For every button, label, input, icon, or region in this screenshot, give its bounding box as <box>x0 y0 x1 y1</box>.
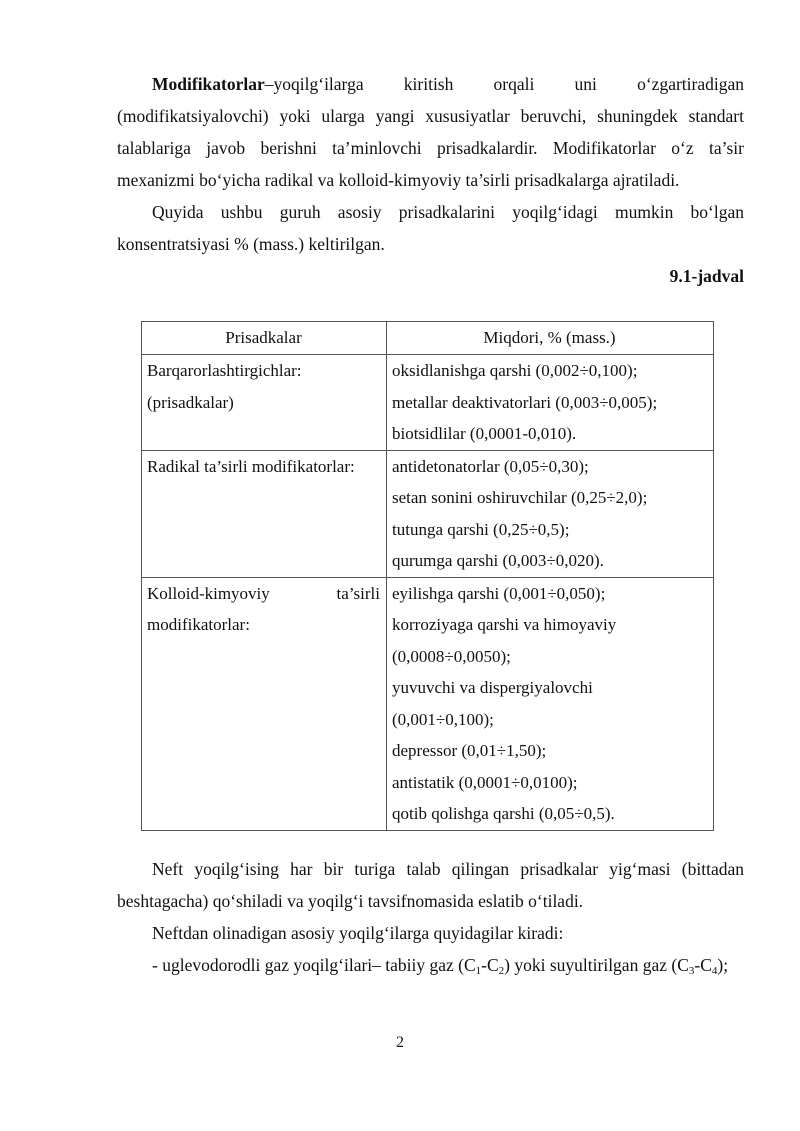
text-fragment: - uglevodorodli gaz yoqilg‘ilari– tabiiy gaz (C <box>152 954 476 975</box>
additive-item: antistatik (0,0001÷0,0100); <box>392 772 578 792</box>
additive-item: oksidlanishga qarshi (0,002÷0,100); <box>392 361 638 380</box>
group-cell-radical <box>142 450 387 577</box>
paragraph-intro-table: Quyida ushbu guruh asosiy prisadkalarini yoqilg‘idagi mumkin bo‘lgan konsentratsiyasi % (mass.) keltirilgan. <box>117 202 744 254</box>
paragraph-gas-fuels <box>117 949 744 981</box>
header-prisadkalar: Prisadkalar <box>142 322 387 355</box>
paragraph-1-text: –yoqilg‘ilarga kiritish orqali uni o‘zgartiradigan (modifikatsiyalovchi) yoki ularga yangi xususiyatlar beruvchi, shuningdek standart talablariga javob berishni ta’minlovchi prisadkalardir. Modifikatorlar o‘z ta’sir mexanizmi bo‘yicha radikal va kolloid-kimyoviy ta’sirli prisadkalarga ajratiladi. <box>117 74 744 190</box>
additive-item: qotib qolishga qarshi (0,05÷0,5). <box>392 804 615 823</box>
group-label-line: (prisadkalar) <box>147 392 234 412</box>
additive-item: tutunga qarshi (0,25÷0,5); <box>392 519 570 539</box>
text-fragment: -C <box>694 954 712 975</box>
text-fragment: ); <box>717 954 729 975</box>
group-cell-colloid <box>142 577 387 830</box>
subscript: 1 <box>475 964 482 977</box>
additive-item: metallar deaktivatorlari (0,003÷0,005); <box>392 392 658 412</box>
group-label-word: ta’sirli <box>336 583 380 603</box>
text-fragment: ) yoki suyultirilgan gaz (C <box>504 954 689 975</box>
additives-table <box>141 321 714 831</box>
table-row <box>142 450 714 577</box>
header-miqdori: Miqdori, % (mass.) <box>387 322 714 355</box>
additive-item: antidetonatorlar (0,05÷0,30); <box>392 456 589 476</box>
additive-item: depressor (0,01÷1,50); <box>392 741 547 760</box>
group-label-line <box>147 578 380 610</box>
table-caption: 9.1-jadval <box>669 266 744 286</box>
text-fragment: -C <box>481 954 499 975</box>
group-label-word: Kolloid-kimyoviy <box>147 583 270 603</box>
paragraph-main-fuels: Neftdan olinadigan asosiy yoqilg‘ilarga quyidagilar kiradi: <box>152 922 564 943</box>
additive-item: (0,001÷0,100); <box>392 709 494 729</box>
group-cell-stabilizers <box>142 355 387 451</box>
page-number: 2 <box>396 1034 404 1051</box>
additive-item: eyilishga qarshi (0,001÷0,050); <box>392 583 606 603</box>
items-cell <box>387 355 714 451</box>
group-label-line: Barqarorlashtirgichlar: <box>147 361 302 380</box>
table-header-row <box>142 322 714 355</box>
paragraph-modifiers-definition <box>117 68 744 196</box>
additive-item: biotsidlilar (0,0001-0,010). <box>392 424 577 443</box>
term-modifikatorlar: Modifikatorlar <box>152 74 265 94</box>
additive-item: yuvuvchi va dispergiyalovchi <box>392 678 593 697</box>
table-row <box>142 355 714 451</box>
subscript: 4 <box>711 964 718 977</box>
subscript: 2 <box>498 964 505 977</box>
table-row <box>142 577 714 830</box>
additive-item: (0,0008÷0,0050); <box>392 646 511 666</box>
group-label-line: Radikal ta’sirli modifikatorlar: <box>147 456 355 476</box>
paragraph-additive-set: Neft yoqilg‘ising har bir turiga talab qilingan prisadkalar yig‘masi (bittadan beshtagacha) qo‘shiladi va yoqilg‘i tavsifnomasida eslatib o‘tiladi. <box>117 858 744 911</box>
additive-item: qurumga qarshi (0,003÷0,020). <box>392 551 604 570</box>
subscript: 3 <box>688 964 695 977</box>
group-label-line: modifikatorlar: <box>147 615 250 634</box>
additive-item: setan sonini oshiruvchilar (0,25÷2,0); <box>392 488 648 507</box>
items-cell <box>387 450 714 577</box>
items-cell <box>387 577 714 830</box>
additive-item: korroziyaga qarshi va himoyaviy <box>392 615 617 634</box>
